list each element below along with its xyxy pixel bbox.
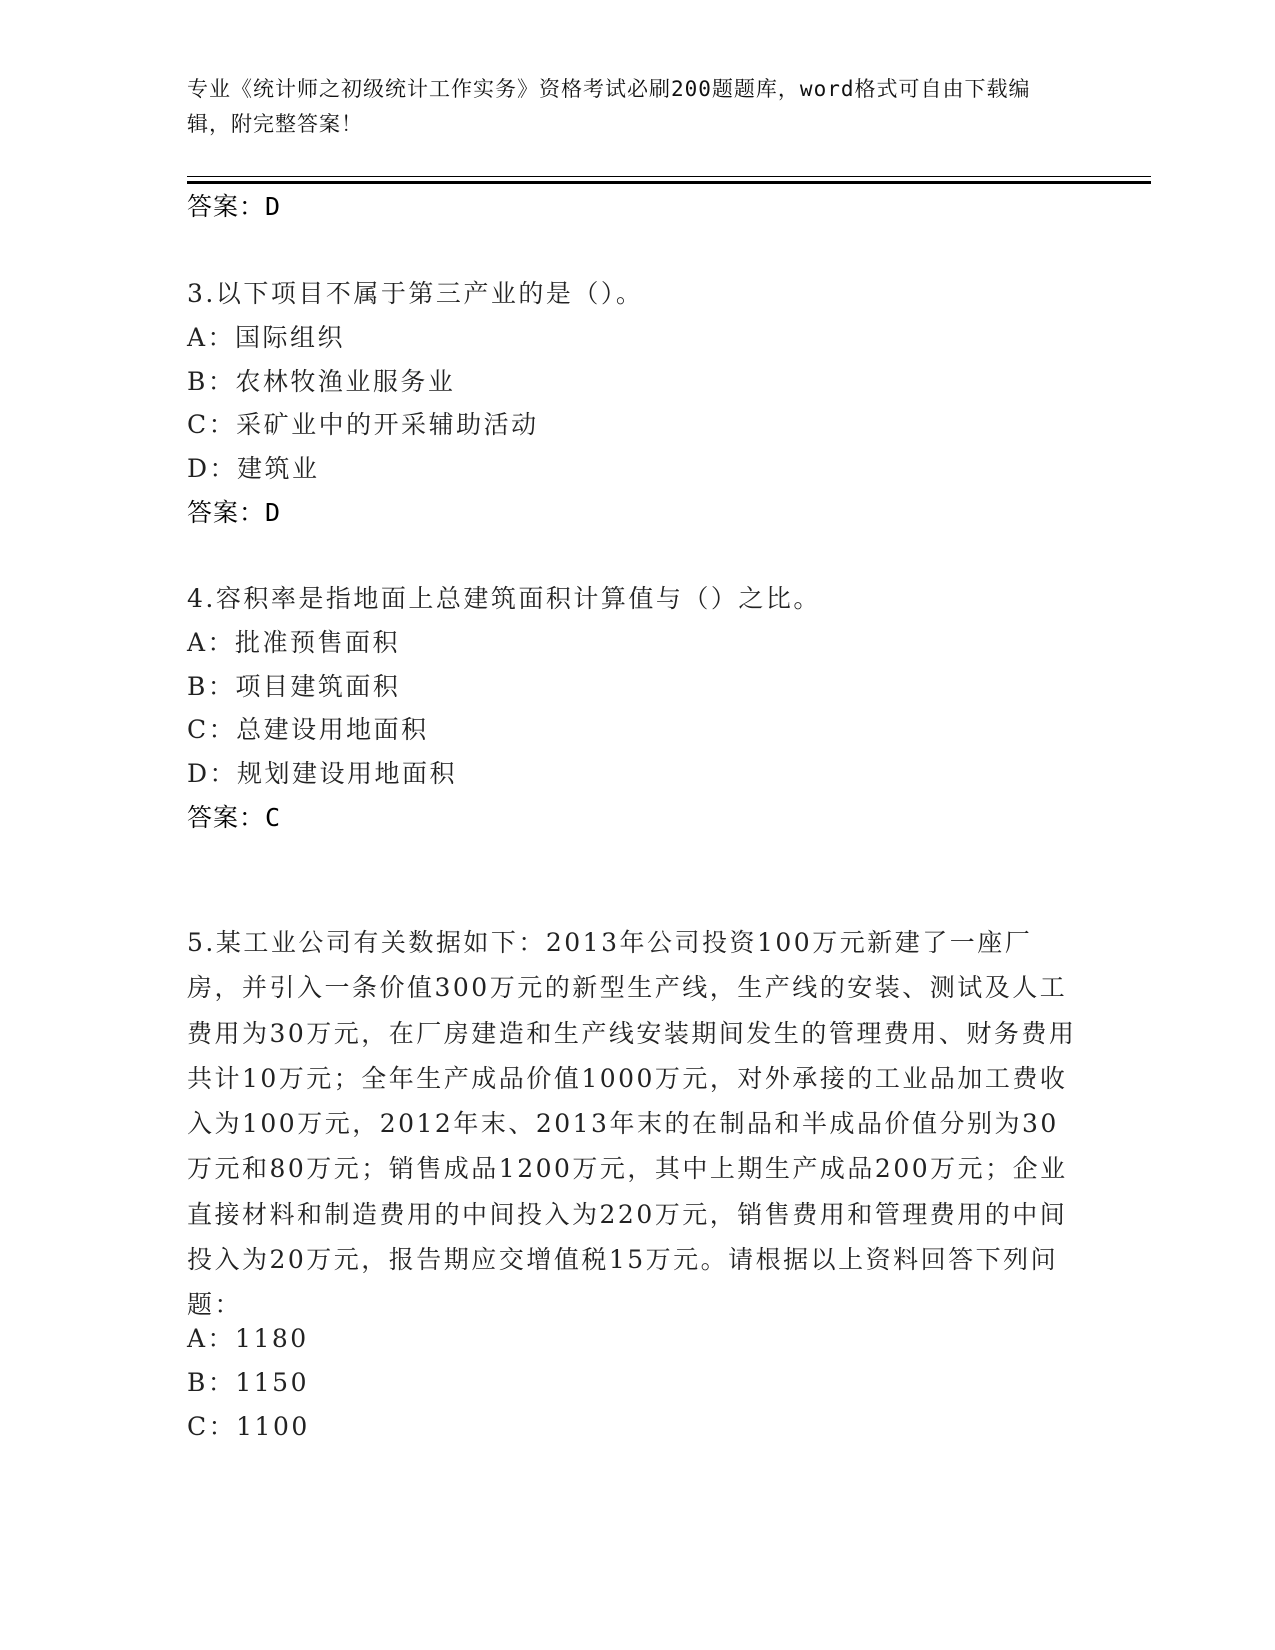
- question-3-option-d: D：建筑业: [187, 454, 320, 483]
- question-4-option-b: B：项目建筑面积: [187, 672, 401, 701]
- question-3-option-b: B：农林牧渔业服务业: [187, 367, 456, 396]
- header-rule-thin: [187, 176, 1151, 177]
- previous-answer: 答案：D: [187, 192, 282, 221]
- question-5-option-c: C：1100: [187, 1412, 310, 1441]
- question-4-option-a: A：批准预售面积: [187, 628, 401, 657]
- question-4-option-d: D：规划建设用地面积: [187, 759, 458, 788]
- question-3-stem: 3.以下项目不属于第三产业的是（）。: [187, 279, 644, 308]
- question-3-option-a: A：国际组织: [187, 323, 346, 352]
- question-5-option-b: B：1150: [187, 1368, 309, 1397]
- question-3-option-c: C：采矿业中的开采辅助活动: [187, 410, 539, 439]
- question-3-answer: 答案：D: [187, 498, 282, 527]
- question-4-answer: 答案：C: [187, 803, 282, 832]
- question-4-stem: 4.容积率是指地面上总建筑面积计算值与（）之比。: [187, 584, 821, 613]
- header-rule-thick: [187, 181, 1151, 184]
- question-4-option-c: C：总建设用地面积: [187, 715, 429, 744]
- document-header: 专业《统计师之初级统计工作实务》资格考试必刷200题题库，word格式可自由下载编辑，附完整答案！: [187, 77, 1031, 136]
- question-5-stem: 5.某工业公司有关数据如下：2013年公司投资100万元新建了一座厂房，并引入一条价值300万元的新型生产线，生产线的安装、测试及人工费用为30万元，在厂房建造和生产线安装期间发生的管理费用、财务费用共计10万元；全年生产成品价值1000万元，对外承接的工业品加工费收入为100万元，2012年末、2013年末的在制品和半成品价值分别为30万元和80万元；销售成品1200万元，其中上期生产成品200万元；企业直接材料和制造费用的中间投入为220万元，销售费用和管理费用的中间投入为20万元，报告期应交增值税15万元。请根据以上资料回答下列问题：: [187, 928, 1077, 1320]
- question-5-option-a: A：1180: [187, 1324, 309, 1353]
